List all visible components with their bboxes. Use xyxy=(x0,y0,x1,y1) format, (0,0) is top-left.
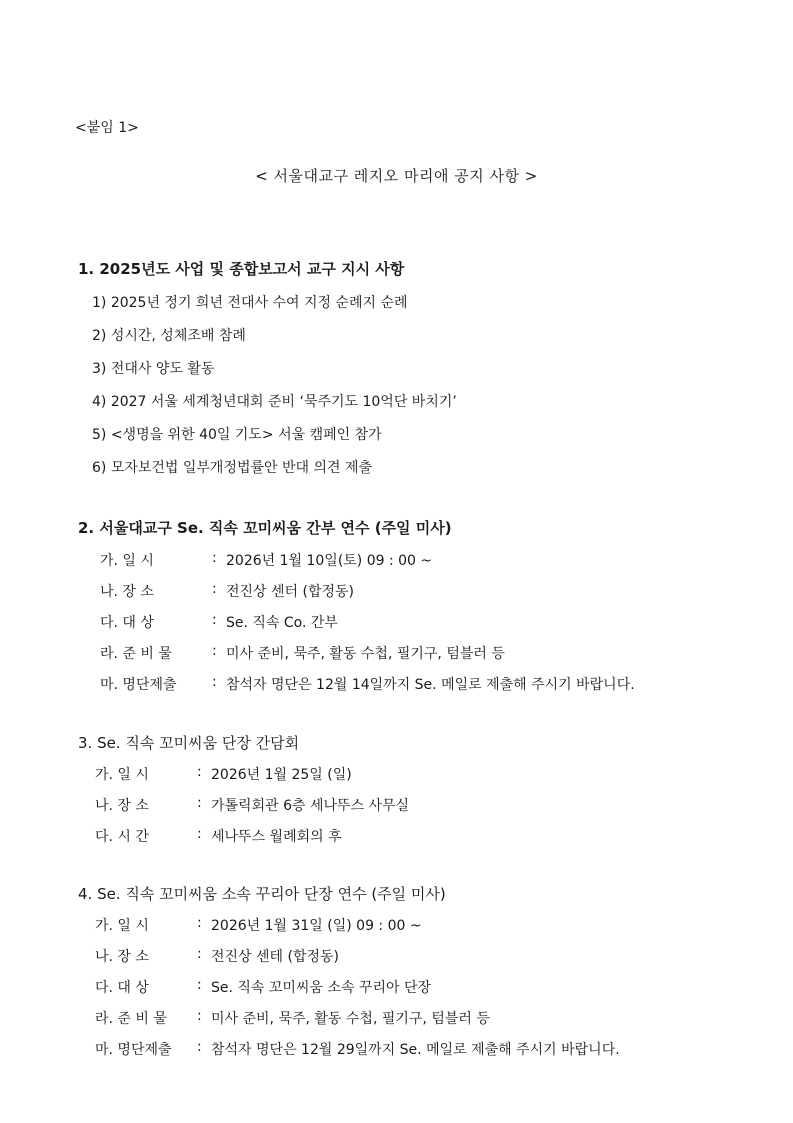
section1-item: 2) 성시간, 성체조배 참례 xyxy=(92,328,246,344)
section2-row: 나. 장 소 : 전진상 센터 (합정동) xyxy=(100,581,355,600)
section2-heading: 2. 서울대교구 Se. 직속 꼬미씨움 간부 연수 (주일 미사) xyxy=(78,519,452,537)
row-value: 2026년 1월 25일 (일) xyxy=(211,767,352,783)
section2-row: 가. 일 시 : 2026년 1월 10일(토) 09 : 00 ~ xyxy=(100,550,433,569)
row-label: 다. 대 상 xyxy=(100,615,154,631)
section3-row: 나. 장 소 : 가톨릭회관 6층 세나뚜스 사무실 xyxy=(95,795,410,814)
row-value: Se. 직속 꼬미씨움 소속 꾸리아 단장 xyxy=(211,980,432,996)
section4-row: 나. 장 소 : 전진상 센테 (합정동) xyxy=(95,946,340,965)
row-label: 다. 시 간 xyxy=(95,829,149,845)
section1-item: 3) 전대사 양도 활동 xyxy=(92,361,215,377)
row-value: 세나뚜스 월례회의 후 xyxy=(211,829,342,845)
row-label: 라. 준 비 물 xyxy=(95,1011,167,1027)
section4-row: 라. 준 비 물 : 미사 준비, 묵주, 활동 수첩, 필기구, 텀블러 등 xyxy=(95,1008,490,1027)
section2-row: 마. 명단제출 : 참석자 명단은 12월 14일까지 Se. 메일로 제출해 주시기 바랍니다. xyxy=(100,674,635,693)
section1-item: 6) 모자보건법 일부개정법률안 반대 의견 제출 xyxy=(92,460,373,476)
section1-item: 1) 2025년 정기 희년 전대사 수여 지정 순례지 순례 xyxy=(92,295,408,311)
section3-heading: 3. Se. 직속 꼬미씨움 단장 간담회 xyxy=(78,734,300,752)
row-label: 마. 명단제출 xyxy=(95,1042,172,1058)
row-label: 라. 준 비 물 xyxy=(100,646,172,662)
row-label: 나. 장 소 xyxy=(95,949,149,965)
section1-heading: 1. 2025년도 사업 및 종합보고서 교구 지시 사항 xyxy=(78,260,405,278)
row-value: 미사 준비, 묵주, 활동 수첩, 필기구, 텀블러 등 xyxy=(226,646,505,662)
row-value: 미사 준비, 묵주, 활동 수첩, 필기구, 텀블러 등 xyxy=(211,1011,490,1027)
section4-row: 가. 일 시 : 2026년 1월 31일 (일) 09 : 00 ~ xyxy=(95,915,422,934)
row-value: 참석자 명단은 12월 14일까지 Se. 메일로 제출해 주시기 바랍니다. xyxy=(226,677,635,693)
row-value: 전진상 센터 (합정동) xyxy=(226,584,355,600)
row-value: 2026년 1월 31일 (일) 09 : 00 ~ xyxy=(211,918,422,934)
row-label: 가. 일 시 xyxy=(95,918,149,934)
section2-row: 라. 준 비 물 : 미사 준비, 묵주, 활동 수첩, 필기구, 텀블러 등 xyxy=(100,643,505,662)
section2-row: 다. 대 상 : Se. 직속 Co. 간부 xyxy=(100,612,338,631)
section1-item: 5) <생명을 위한 40일 기도> 서울 캠페인 참가 xyxy=(92,427,382,443)
section3-row: 다. 시 간 : 세나뚜스 월례회의 후 xyxy=(95,826,342,845)
row-value: 참석자 명단은 12월 29일까지 Se. 메일로 제출해 주시기 바랍니다. xyxy=(211,1042,620,1058)
section3-row: 가. 일 시 : 2026년 1월 25일 (일) xyxy=(95,764,352,783)
row-label: 가. 일 시 xyxy=(95,767,149,783)
section4-row: 마. 명단제출 : 참석자 명단은 12월 29일까지 Se. 메일로 제출해 주시기 바랍니다. xyxy=(95,1039,620,1058)
section1-item: 4) 2027 서울 세계청년대회 준비 ‘묵주기도 10억단 바치기’ xyxy=(92,394,457,410)
row-value: Se. 직속 Co. 간부 xyxy=(226,615,338,631)
row-value: 전진상 센테 (합정동) xyxy=(211,949,340,965)
row-label: 나. 장 소 xyxy=(95,798,149,814)
row-label: 다. 대 상 xyxy=(95,980,149,996)
attachment-label: <붙임 1> xyxy=(75,120,139,136)
row-value: 2026년 1월 10일(토) 09 : 00 ~ xyxy=(226,553,433,569)
row-value: 가톨릭회관 6층 세나뚜스 사무실 xyxy=(211,798,410,814)
section4-heading: 4. Se. 직속 꼬미씨움 소속 꾸리아 단장 연수 (주일 미사) xyxy=(78,885,446,903)
row-label: 나. 장 소 xyxy=(100,584,154,600)
row-label: 가. 일 시 xyxy=(100,553,154,569)
section4-row: 다. 대 상 : Se. 직속 꼬미씨움 소속 꾸리아 단장 xyxy=(95,977,432,996)
document-title: < 서울대교구 레지오 마리애 공지 사항 > xyxy=(255,167,538,185)
row-label: 마. 명단제출 xyxy=(100,677,177,693)
